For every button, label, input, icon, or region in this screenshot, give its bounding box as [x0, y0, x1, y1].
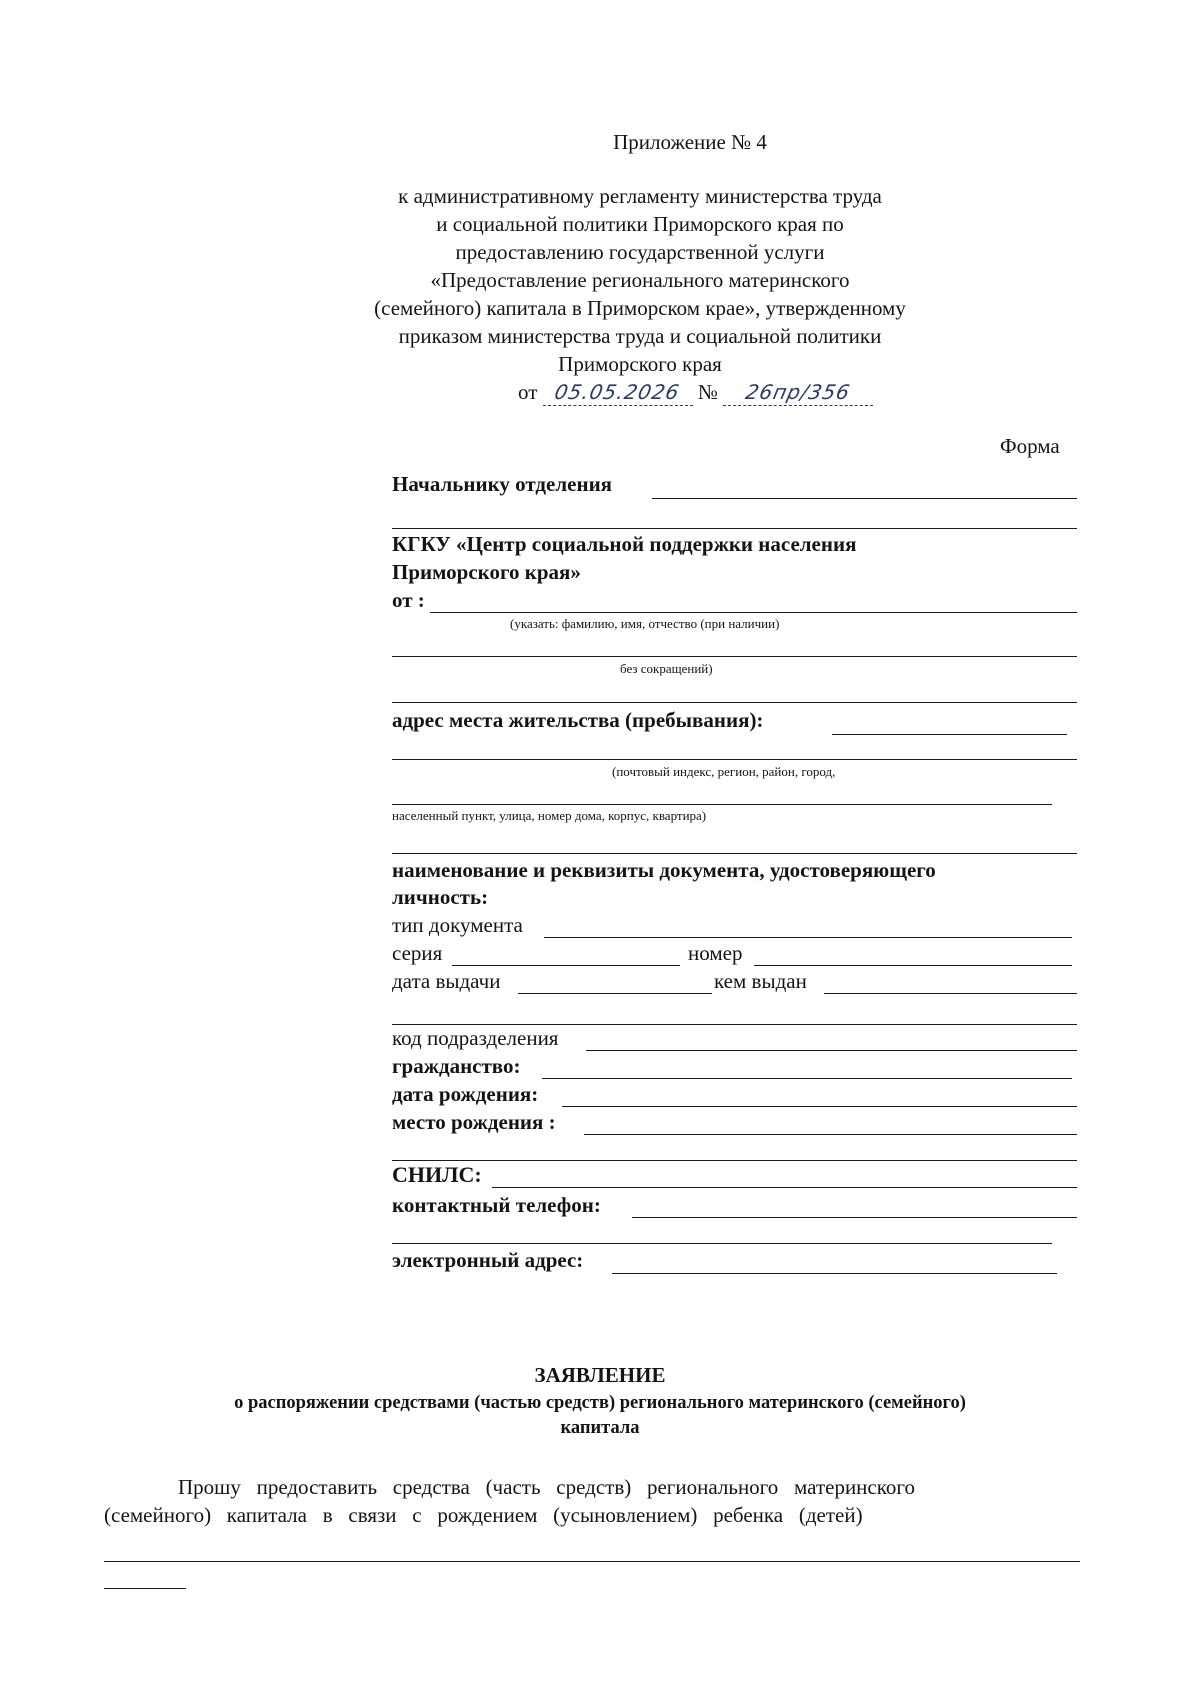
order-number-handwritten: 26пр/356 [743, 380, 853, 404]
citizenship-label: гражданство: [392, 1054, 521, 1078]
statement-body-line-2: (семейного) капитала в связи с рождением (усыновлением) ребенка (детей) [104, 1503, 863, 1527]
head-of-department-field-2[interactable] [392, 528, 1077, 529]
issue-date-field[interactable] [518, 993, 712, 994]
order-date-field [543, 380, 693, 406]
applicant-name-field-3[interactable] [392, 702, 1077, 703]
regulation-line: предоставлению государственной услуги [455, 240, 825, 264]
children-field-2[interactable] [104, 1588, 186, 1589]
identity-doc-heading-2: личность: [392, 885, 489, 909]
regulation-line: и социальной политики Приморского края по [436, 212, 844, 236]
order-date-handwritten: 05.05.2026 [552, 380, 683, 404]
hint-address-1: (почтовый индекс, регион, район, город, [612, 764, 836, 779]
statement-subtitle-1: о распоряжении средствами (частью средств) регионального материнского (семейного) [234, 1393, 966, 1413]
regulation-line: Приморского края [558, 352, 722, 376]
birth-date-field[interactable] [562, 1106, 1077, 1107]
doc-type-field[interactable] [544, 937, 1072, 938]
hint-fio-2: без сокращений) [620, 661, 713, 676]
org-name-line-1: КГКУ «Центр социальной поддержки населения [392, 532, 857, 556]
email-field[interactable] [612, 1273, 1057, 1274]
address-field[interactable] [832, 734, 1067, 735]
identity-doc-heading-1: наименование и реквизиты документа, удостоверяющего [392, 858, 936, 882]
phone-field[interactable] [632, 1217, 1077, 1218]
issued-by-label: кем выдан [714, 969, 807, 993]
head-of-department-field[interactable] [652, 498, 1077, 499]
applicant-name-field-2[interactable] [392, 656, 1077, 657]
division-code-label: код подразделения [392, 1026, 559, 1050]
snils-field[interactable] [492, 1187, 1077, 1188]
org-name-line-2: Приморского края» [392, 560, 581, 584]
head-of-department-label: Начальнику отделения [392, 472, 613, 496]
division-code-field[interactable] [586, 1050, 1077, 1051]
birth-place-field[interactable] [584, 1134, 1077, 1135]
birth-place-label: место рождения : [392, 1110, 556, 1134]
regulation-line: приказом министерства труда и социальной политики [398, 324, 882, 348]
birth-date-label: дата рождения: [392, 1082, 539, 1106]
statement-subtitle-2: капитала [560, 1418, 640, 1438]
hint-fio-1: (указать: фамилию, имя, отчество (при наличии) [510, 616, 780, 631]
email-label: электронный адрес: [392, 1248, 584, 1272]
address-field-2[interactable] [392, 759, 1077, 760]
number-field[interactable] [754, 965, 1072, 966]
address-field-4[interactable] [392, 853, 1077, 854]
series-field[interactable] [452, 965, 680, 966]
doc-type-label: тип документа [392, 913, 523, 937]
regulation-reference [340, 182, 940, 378]
regulation-line: (семейного) капитала в Приморском крае», утвержденному [374, 296, 906, 320]
birth-place-field-2[interactable] [392, 1160, 1077, 1161]
issue-date-label: дата выдачи [392, 969, 501, 993]
citizenship-field[interactable] [542, 1078, 1072, 1079]
issued-by-field[interactable] [824, 993, 1077, 994]
applicant-name-field[interactable] [430, 612, 1077, 613]
date-prefix: от [518, 380, 538, 404]
phone-field-2[interactable] [392, 1243, 1052, 1244]
appendix-title: Приложение № 4 [613, 130, 767, 154]
number-label: номер [688, 941, 743, 965]
children-field[interactable] [104, 1561, 1080, 1562]
hint-address-2: населенный пункт, улица, номер дома, корпус, квартира) [392, 808, 707, 823]
snils-label: СНИЛС: [392, 1162, 482, 1187]
statement-body-line-1: Прошу предоставить средства (часть средств) регионального материнского [178, 1475, 915, 1499]
order-date-number [518, 380, 918, 406]
issued-by-field-2[interactable] [392, 1024, 1077, 1025]
phone-label: контактный телефон: [392, 1193, 601, 1217]
regulation-line: «Предоставление регионального материнского [430, 268, 850, 292]
statement-title: ЗАЯВЛЕНИЕ [534, 1363, 666, 1387]
address-label: адрес места жительства (пребывания): [392, 708, 764, 732]
series-label: серия [392, 941, 443, 965]
order-number-field [723, 380, 873, 406]
address-field-3[interactable] [392, 804, 1052, 805]
number-prefix: № [697, 380, 718, 404]
regulation-line: к административному регламенту министерства труда [398, 184, 882, 208]
from-label: от : [392, 588, 425, 612]
form-label: Форма [1000, 434, 1060, 458]
